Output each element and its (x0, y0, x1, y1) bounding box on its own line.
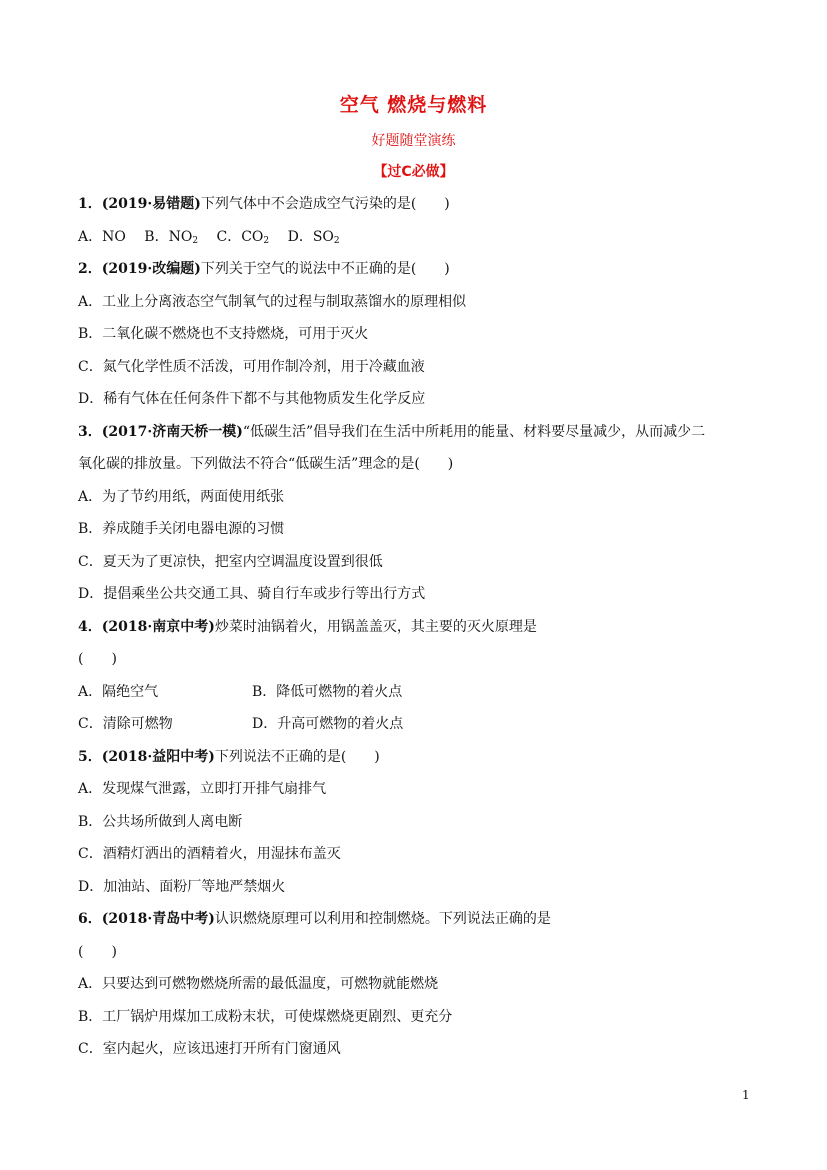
question-3-stem-cont: 氧化碳的排放量。下列做法不符合“低碳生活”理念的是( ) (78, 456, 454, 472)
option-b: B．二氧化碳不燃烧也不支持燃烧，可用于灭火 (78, 326, 369, 342)
option-c: C．酒精灯洒出的酒精着火，用湿抹布盖灭 (78, 846, 341, 862)
option-a: A．NO (78, 229, 126, 245)
question-number: 1． (78, 196, 102, 212)
option-a: A．为了节约用纸，两面使用纸张 (78, 489, 285, 505)
option-d: D．加油站、面粉厂等地严禁烟火 (78, 879, 286, 895)
option-b: B．公共场所做到人离电断 (78, 814, 243, 830)
option-b: B．工厂锅炉用煤加工成粉末状，可使煤燃烧更剧烈、更充分 (78, 1009, 453, 1025)
question-1-options (78, 227, 340, 251)
question-source: (2018·南京中考) (101, 619, 215, 635)
option-d: D．$SO_2$ (287, 229, 340, 246)
page-title: 空气 燃烧与燃料 (339, 94, 488, 116)
option-c: C．夏天为了更凉快，把室内空调温度设置到很低 (78, 554, 383, 570)
question-number: 2． (78, 261, 102, 277)
page-number: 1 (742, 1088, 750, 1102)
question-number: 5． (78, 749, 102, 765)
answer-paren: ( ) (78, 651, 117, 667)
question-source: (2018·益阳中考) (101, 749, 215, 765)
question-4-stem (78, 617, 537, 637)
question-1-stem (78, 194, 450, 214)
question-text: “低碳生活”倡导我们在生活中所耗用的能量、材料要尽量减少，从而减少二 (242, 424, 706, 440)
question-number: 6． (78, 911, 102, 927)
question-number: 4． (78, 619, 102, 635)
question-text: 下列关于空气的说法中不正确的是( ) (200, 261, 450, 277)
option-c: C．$CO_2$ (216, 229, 270, 246)
question-3-stem (78, 422, 705, 442)
question-6-stem (78, 909, 551, 929)
question-text: 认识燃烧原理可以利用和控制燃烧。下列说法正确的是 (214, 911, 551, 927)
option-b: B．降低可燃物的着火点 (252, 684, 403, 700)
page-subtitle: 好题随堂演练 (371, 133, 456, 149)
option-c: C．清除可燃物 (78, 716, 173, 732)
option-d: D．稀有气体在任何条件下都不与其他物质发生化学反应 (78, 391, 426, 407)
answer-paren: ( ) (78, 944, 117, 960)
option-a: A．工业上分离液态空气制氧气的过程与制取蒸馏水的原理相似 (78, 294, 467, 310)
option-d: D．升高可燃物的着火点 (252, 716, 404, 732)
question-text: 下列说法不正确的是( ) (214, 749, 380, 765)
question-2-stem (78, 259, 450, 279)
option-b: B．养成随手关闭电器电源的习惯 (78, 521, 285, 537)
option-a: A．隔绝空气 (78, 684, 159, 700)
question-source: (2017·济南天桥一模) (101, 424, 243, 440)
option-c: C．氮气化学性质不活泼，可用作制冷剂，用于冷藏血液 (78, 359, 425, 375)
option-d: D．提倡乘坐公共交通工具、骑自行车或步行等出行方式 (78, 586, 426, 602)
option-b: B．$NO_2$ (144, 229, 199, 246)
question-4-options-row1 (78, 682, 578, 702)
question-text: 炒菜时油锅着火，用锅盖盖灭，其主要的灭火原理是 (214, 619, 537, 635)
question-text: 下列气体中不会造成空气污染的是( ) (200, 196, 450, 212)
option-a: A．发现煤气泄露，立即打开排气扇排气 (78, 781, 327, 797)
question-source: (2018·青岛中考) (101, 911, 215, 927)
question-source: (2019·改编题) (101, 261, 201, 277)
question-5-stem (78, 747, 380, 767)
option-c: C．室内起火，应该迅速打开所有门窗通风 (78, 1041, 341, 1057)
question-number: 3． (78, 424, 102, 440)
option-a: A．只要达到可燃物燃烧所需的最低温度，可燃物就能燃烧 (78, 976, 439, 992)
question-source: (2019·易错题) (101, 196, 201, 212)
section-heading: 【过C必做】 (373, 164, 454, 180)
question-4-options-row2 (78, 714, 578, 734)
